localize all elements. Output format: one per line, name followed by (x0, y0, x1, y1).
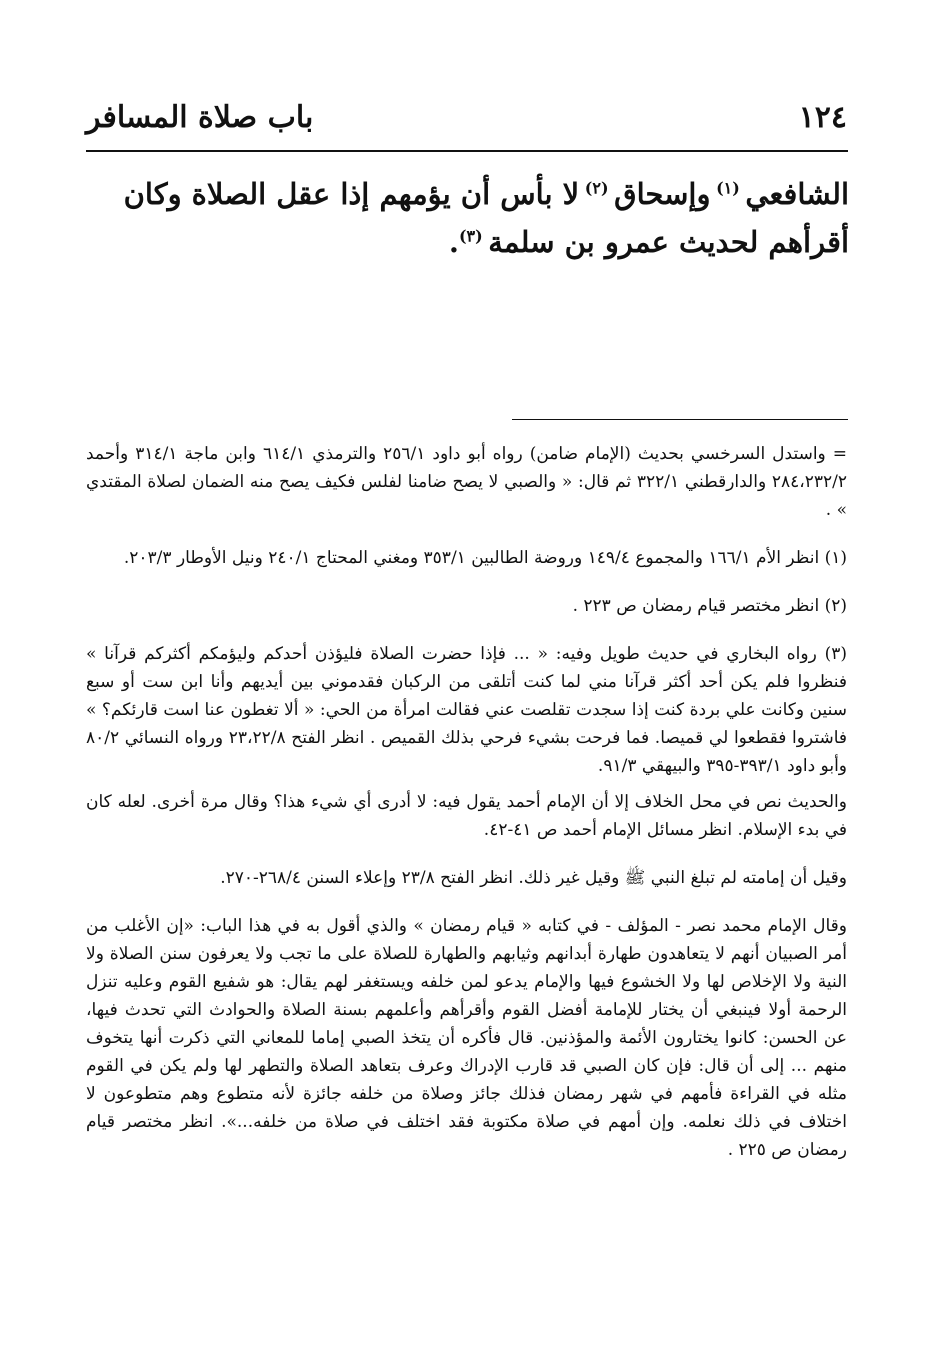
footnotes (86, 440, 847, 1164)
page-header (86, 96, 847, 144)
footnote-1: (١) انظر الأم ١٦٦/١ والمجموع ١٤٩/٤ وروضة الطالبين ٣٥٣/١ ومغني المحتاج ٢٤٠/١ ونيل الأوطار ٢٠٣/٣. (123, 548, 847, 568)
footnote-3-commentary: والحديث نص في محل الخلاف إلا أن الإمام أحمد يقول فيه: لا أدرى أي شيء هذا؟ وقال مرة أخرى. لعله كان في بدء الإسلام. انظر مسائل الإمام أحمد ص ٤١-٤٢. (86, 792, 847, 840)
footnote-ref-2: (٢) (579, 178, 615, 198)
footnote-3: (٣) رواه البخاري في حديث طويل وفيه: « ... فإذا حضرت الصلاة فليؤذن أحدكم وليؤمكم أكثركم قرآنا » فنظروا فلم يكن أحد أكثر قرآنا مني لما كنت أتلقى من الركبان فقدموني بين أيديهم وأنا ابن ست أو سبع سنين وكانت علي بردة كنت إذا سجدت تقلصت عني فقالت امرأة من الحي: « ألا تغطون عنا است قارئكم؟ » فاشتروا فقطعوا لي قميصا. فما فرحت بشيء فرحي بذلك القميص . انظر الفتح ٢٣،٢٢/٨ ورواه النسائي ٨٠/٢ وأبو داود ٣٩٣/١-٣٩٥ والبيهقي ٩١/٣. (86, 644, 847, 776)
footnote-ref-3: (٣) (458, 226, 489, 246)
page-number: ١٢٤ (798, 100, 847, 135)
header-divider (86, 150, 848, 152)
main-text-segment: الشافعي (745, 177, 849, 211)
footnote-divider (512, 419, 848, 420)
chapter-title: باب صلاة المسافر (86, 100, 314, 135)
footnote-3-quote: وقال الإمام محمد نصر - المؤلف - في كتابه « قيام رمضان » والذي أقول به في هذا الباب: «إن الأغلب من أمر الصبيان أنهم لا يتعاهدون طهارة أبدانهم وثيابهم والطهارة للصلاة على ما تجب ولا يعرفون سنن الصلاة ولا النية ولا الإخلاص لها ولا الخشوع فيها والإمام يدعو لمن خلفه ويستغفر لهم يقال: هو شفيع القوم وعليه تنزل الرحمة أولا فينبغي أن يختار للإمامة أفضل القوم وأقرأهم وأعلمهم بسنة الصلاة والحوادث التي تحدث فيها، عن الحسن: كانوا يختارون الأئمة والمؤذنين. قال فأكره أن يتخذ الصبي إماما للمعاني التي ذكرت أنها يتخوف منهم ... إلى أن قال: فإن كان الصبي قد قارب الإدراك وعرف بتعاهد الصلاة والتطهر لها ولم يكن في القوم مثله في القراءة فأمهم في شهر رمضان فذلك جائز وصلاة من خلفه جائزة لأنه متطوع وهم متطوعون لا اختلاف في ذلك نعلمه. وإن أمهم في صلاة مكتوبة فقد اختلف في صلاة من خلفه...». انظر مختصر قيام رمضان ص ٢٢٥ . (86, 916, 847, 1160)
main-text-segment: وإسحاق (614, 177, 711, 211)
footnote-ref-1: (١) (710, 178, 746, 198)
footnote-2: (٢) انظر مختصر قيام رمضان ص ٢٢٣ . (572, 596, 847, 616)
main-text-segment: لا بأس أن يؤمهم إذا عقل الصلاة وكان أقرأهم لحديث عمرو بن سلمة (123, 177, 849, 259)
main-text (100, 170, 849, 266)
main-text-segment: . (448, 225, 459, 259)
footnote-continuation: = واستدل السرخسي بحديث (الإمام ضامن) رواه أبو داود ٢٥٦/١ والترمذي ٦١٤/١ وابن ماجة ٣١٤/١ وأحمد ٢٨٤،٢٣٢/٢ والدارقطني ٣٢٢/١ ثم قال: « والصبي لا يصح ضامنا لفلس فكيف يصح منه الضمان لصلاة المقتدي » . (86, 444, 848, 520)
footnote-3-note: وقيل أن إمامته لم تبلغ النبي ﷺ وقيل غير ذلك. انظر الفتح ٢٣/٨ وإعلاء السنن ٢٦٨/٤-٢٧٠. (220, 868, 847, 888)
